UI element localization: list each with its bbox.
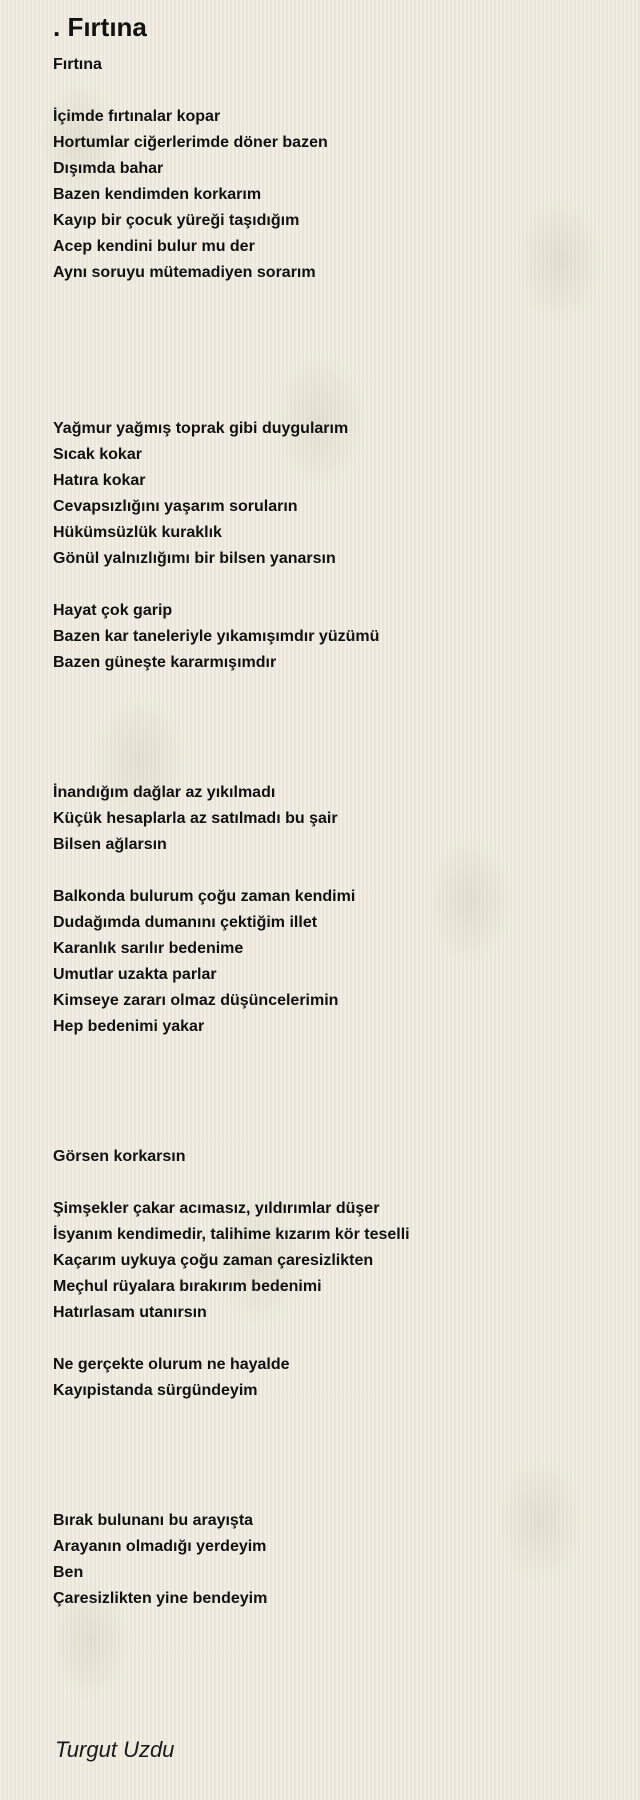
- poem-line: Bazen güneşte kararmışımdır: [53, 654, 277, 671]
- poem-line: Hatıra kokar: [53, 472, 146, 489]
- poem-blank-line: [53, 1326, 410, 1352]
- poem-line: Bazen kendimden korkarım: [53, 186, 262, 203]
- poem-line: Hükümsüzlük kuraklık: [53, 524, 222, 541]
- poem-line: Hep bedenimi yakar: [53, 1018, 205, 1035]
- poem-blank-line: [53, 1482, 410, 1508]
- poem-title: . Fırtına: [53, 12, 147, 42]
- poem-line: Bilsen ağlarsın: [53, 836, 167, 853]
- poem-line: Karanlık sarılır bedenime: [53, 940, 244, 957]
- poem-line: Hortumlar ciğerlerimde döner bazen: [53, 134, 328, 151]
- poem-blank-line: [53, 1066, 410, 1092]
- poem-body: [53, 52, 410, 1612]
- poem-line: Çaresizlikten yine bendeyim: [53, 1590, 268, 1607]
- poem-line: Balkonda bulurum çoğu zaman kendimi: [53, 888, 356, 905]
- poem-blank-line: [53, 1118, 410, 1144]
- poem-line: Acep kendini bulur mu der: [53, 238, 255, 255]
- poem-line: Görsen korkarsın: [53, 1148, 186, 1165]
- poem-blank-line: [53, 676, 410, 702]
- poem-line: Bazen kar taneleriyle yıkamışımdır yüzümü: [53, 628, 380, 645]
- poem-blank-line: [53, 78, 410, 104]
- poem-blank-line: [53, 1430, 410, 1456]
- poem-line: Cevapsızlığını yaşarım soruların: [53, 498, 298, 515]
- poem-line: Sıcak kokar: [53, 446, 142, 463]
- poem-line: Kayıpistanda sürgündeyim: [53, 1382, 258, 1399]
- poem-line: Küçük hesaplarla az satılmadı bu şair: [53, 810, 338, 827]
- poem-line: Arayanın olmadığı yerdeyim: [53, 1538, 267, 1555]
- poem-blank-line: [53, 1404, 410, 1430]
- poem-line: Kimseye zararı olmaz düşüncelerimin: [53, 992, 339, 1009]
- poem-line: Yağmur yağmış toprak gibi duygularım: [53, 420, 349, 437]
- poem-line: Hayat çok garip: [53, 602, 173, 619]
- poem-blank-line: [53, 1456, 410, 1482]
- poem-line: Umutlar uzakta parlar: [53, 966, 217, 983]
- poem-line: Şimşekler çakar acımasız, yıldırımlar düşer: [53, 1200, 380, 1217]
- poem-line: İçimde fırtınalar kopar: [53, 108, 221, 125]
- poem-blank-line: [53, 728, 410, 754]
- poem-line: Fırtına: [53, 56, 102, 73]
- poem-line: Ben: [53, 1564, 84, 1581]
- poem-blank-line: [53, 338, 410, 364]
- poem-blank-line: [53, 754, 410, 780]
- poem-line: Kaçarım uykuya çoğu zaman çaresizlikten: [53, 1252, 374, 1269]
- poem-line: Hatırlasam utanırsın: [53, 1304, 207, 1321]
- poem-blank-line: [53, 572, 410, 598]
- poem-line: İsyanım kendimedir, talihime kızarım kör teselli: [53, 1226, 410, 1243]
- poem-line: Dudağımda dumanını çektiğim illet: [53, 914, 318, 931]
- poem-blank-line: [53, 364, 410, 390]
- poem-blank-line: [53, 1092, 410, 1118]
- poem-line: Meçhul rüyalara bırakırım bedenimi: [53, 1278, 322, 1295]
- poem-line: Aynı soruyu mütemadiyen sorarım: [53, 264, 316, 281]
- poem-blank-line: [53, 702, 410, 728]
- author-name: Turgut Uzdu: [55, 1737, 175, 1762]
- poem-blank-line: [53, 312, 410, 338]
- poem-line: Kayıp bir çocuk yüreği taşıdığım: [53, 212, 300, 229]
- poem-line: Bırak bulunanı bu arayışta: [53, 1512, 254, 1529]
- poem-blank-line: [53, 858, 410, 884]
- poem-blank-line: [53, 1040, 410, 1066]
- poem-blank-line: [53, 286, 410, 312]
- poem-line: Dışımda bahar: [53, 160, 164, 177]
- poem-blank-line: [53, 1170, 410, 1196]
- poem-line: İnandığım dağlar az yıkılmadı: [53, 784, 276, 801]
- poem-line: Ne gerçekte olurum ne hayalde: [53, 1356, 290, 1373]
- poem-line: Gönül yalnızlığımı bir bilsen yanarsın: [53, 550, 336, 567]
- poem-blank-line: [53, 390, 410, 416]
